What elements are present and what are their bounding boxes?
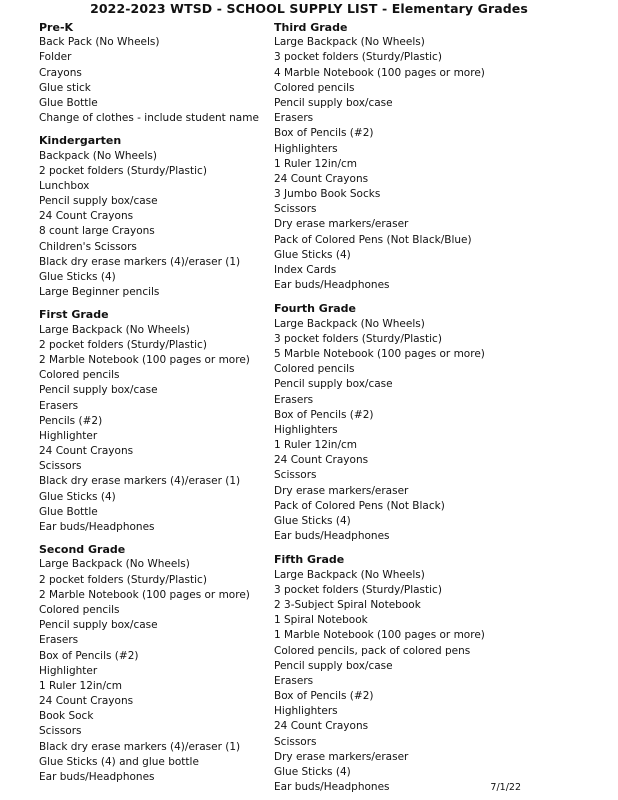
grade-section-pre-k [39, 20, 269, 126]
supply-item: 1 Marble Notebook (100 pages or more) [274, 629, 485, 642]
supply-item: Glue Sticks (4) [39, 271, 116, 283]
supply-item: Dry erase markers/eraser [274, 484, 409, 497]
supply-item: Ear buds/Headphones [274, 781, 390, 794]
supply-item: 24 Count Crayons [274, 454, 369, 467]
supply-item: Ear buds/Headphones [274, 530, 390, 543]
supply-item: Highlighter [39, 664, 98, 677]
supply-item: 1 Ruler 12in/cm [274, 439, 358, 452]
supply-list [39, 557, 269, 785]
supply-item: Colored pencils [39, 603, 120, 616]
supply-item: Dry erase markers/eraser [274, 218, 409, 231]
supply-item: Colored pencils [274, 81, 355, 94]
supply-item: Large Backpack (No Wheels) [274, 568, 425, 581]
supply-item: Large Backpack (No Wheels) [274, 36, 425, 49]
supply-item: Glue stick [39, 81, 91, 94]
supply-item: Glue Bottle [39, 505, 98, 518]
supply-item: 4 Marble Notebook (100 pages or more) [274, 66, 485, 79]
supply-item: Highlighters [274, 423, 338, 436]
supply-item: Ear buds/Headphones [39, 771, 155, 783]
supply-item: Crayons [39, 66, 82, 79]
grade-section-fifth-grade [274, 552, 594, 795]
supply-item: Large Beginner pencils [39, 286, 160, 299]
supply-item: Children's Scissors [39, 240, 137, 253]
supply-item: Folder [39, 51, 72, 64]
supply-item: Erasers [39, 634, 79, 647]
supply-item: 3 Jumbo Book Socks [274, 188, 381, 201]
supply-item: Backpack (No Wheels) [39, 149, 157, 162]
supply-item: Colored pencils [39, 369, 120, 382]
supply-item: Glue Sticks (4) [274, 248, 351, 261]
supply-item: Box of Pencils (#2) [274, 408, 374, 421]
supply-item: 2 pocket folders (Sturdy/Plastic) [39, 573, 207, 586]
grade-section-fourth-grade [274, 301, 594, 544]
grade-section-first-grade [39, 307, 269, 535]
supply-item: Change of clothes - include student name [39, 112, 259, 125]
grade-heading: Third Grade [274, 21, 348, 34]
supply-item: Highlighter [39, 429, 98, 442]
supply-item: Large Backpack (No Wheels) [39, 323, 190, 336]
supply-item: Ear buds/Headphones [274, 279, 390, 292]
supply-item: 24 Count Crayons [274, 720, 369, 733]
grade-section-kindergarten [39, 133, 269, 300]
supply-item: Book Sock [39, 710, 94, 723]
supply-item: Glue Bottle [39, 96, 98, 109]
grade-section-second-grade [39, 542, 269, 785]
supply-item: Glue Sticks (4) and glue bottle [39, 755, 199, 768]
supply-item: Black dry erase markers (4)/eraser (1) [39, 740, 241, 753]
grade-heading: Kindergarten [39, 134, 122, 148]
supply-item: 2 pocket folders (Sturdy/Plastic) [39, 164, 207, 177]
supply-item: Pencils (#2) [39, 414, 103, 427]
supply-item: Box of Pencils (#2) [274, 690, 374, 703]
supply-item: Glue Sticks (4) [274, 515, 351, 527]
supply-item: Large Backpack (No Wheels) [39, 558, 190, 571]
supply-list [39, 149, 269, 301]
supply-item: 2 Marble Notebook (100 pages or more) [39, 588, 250, 601]
grade-heading: Second Grade [39, 543, 126, 557]
supply-list [39, 323, 269, 536]
supply-item: 5 Marble Notebook (100 pages or more) [274, 347, 485, 360]
supply-item: 3 pocket folders (Sturdy/Plastic) [274, 332, 442, 345]
supply-item: 2 3-Subject Spiral Notebook [274, 598, 421, 611]
supply-item: Ear buds/Headphones [39, 521, 155, 533]
supply-item: Pack of Colored Pens (Not Black/Blue) [274, 233, 472, 246]
supply-item: Black dry erase markers (4)/eraser (1) [39, 475, 241, 488]
supply-item: 2 Marble Notebook (100 pages or more) [39, 353, 250, 366]
supply-item: Black dry erase markers (4)/eraser (1) [39, 255, 241, 268]
supply-item: Lunchbox [39, 179, 90, 192]
right-column [274, 20, 594, 795]
supply-item: 2 pocket folders (Sturdy/Plastic) [39, 338, 207, 351]
supply-item: Index Cards [274, 264, 337, 276]
supply-item: Back Pack (No Wheels) [39, 36, 160, 49]
grade-heading: Fifth Grade [274, 553, 345, 567]
supply-item: Erasers [39, 399, 79, 412]
supply-item: Box of Pencils (#2) [274, 127, 374, 140]
supply-item: Pencil supply box/case [39, 384, 158, 397]
supply-item: 8 count large Crayons [39, 225, 155, 238]
supply-list [39, 35, 269, 126]
grade-heading: Pre-K [39, 21, 74, 34]
supply-item: Scissors [39, 725, 82, 738]
page-title: 2022-2023 WTSD - SCHOOL SUPPLY LIST - Elementary Grades [90, 1, 528, 16]
supply-item: 1 Ruler 12in/cm [274, 157, 358, 170]
supply-item: 24 Count Crayons [39, 210, 134, 223]
supply-item: Pencil supply box/case [39, 195, 158, 208]
supply-list [274, 568, 594, 796]
supply-item: Colored pencils [274, 363, 355, 376]
supply-item: Highlighters [274, 705, 338, 718]
supply-item: 3 pocket folders (Sturdy/Plastic) [274, 51, 442, 64]
supply-item: Scissors [274, 735, 317, 748]
date-stamp: 7/1/22 [490, 782, 521, 793]
supply-item: Scissors [274, 469, 317, 482]
supply-item: 3 pocket folders (Sturdy/Plastic) [274, 583, 442, 596]
left-column [39, 20, 269, 785]
supply-item: Erasers [274, 393, 314, 406]
grade-heading: Fourth Grade [274, 302, 357, 316]
supply-item: Pencil supply box/case [274, 378, 393, 391]
supply-item: Scissors [39, 460, 82, 473]
supply-item: Highlighters [274, 142, 338, 155]
supply-item: 24 Count Crayons [39, 695, 134, 708]
supply-item: Pencil supply box/case [274, 659, 393, 672]
supply-item: Glue Sticks (4) [274, 766, 351, 778]
supply-item: 1 Spiral Notebook [274, 614, 368, 627]
supply-list [274, 317, 594, 545]
supply-item: Large Backpack (No Wheels) [274, 317, 425, 330]
supply-item: Pencil supply box/case [39, 619, 158, 632]
supply-list [274, 35, 594, 293]
supply-item: 24 Count Crayons [39, 445, 134, 458]
supply-item: Pack of Colored Pens (Not Black) [274, 499, 445, 512]
supply-item: Scissors [274, 203, 317, 216]
supply-item: Erasers [274, 112, 314, 125]
supply-item: 24 Count Crayons [274, 172, 369, 185]
supply-item: Colored pencils, pack of colored pens [274, 644, 471, 657]
supply-item: Erasers [274, 674, 314, 687]
supply-item: 1 Ruler 12in/cm [39, 679, 123, 692]
grade-heading: First Grade [39, 308, 109, 322]
supply-item: Box of Pencils (#2) [39, 649, 139, 662]
supply-item: Glue Sticks (4) [39, 490, 116, 503]
grade-section-third-grade [274, 20, 594, 293]
supply-item: Dry erase markers/eraser [274, 750, 409, 763]
supply-item: Pencil supply box/case [274, 96, 393, 109]
